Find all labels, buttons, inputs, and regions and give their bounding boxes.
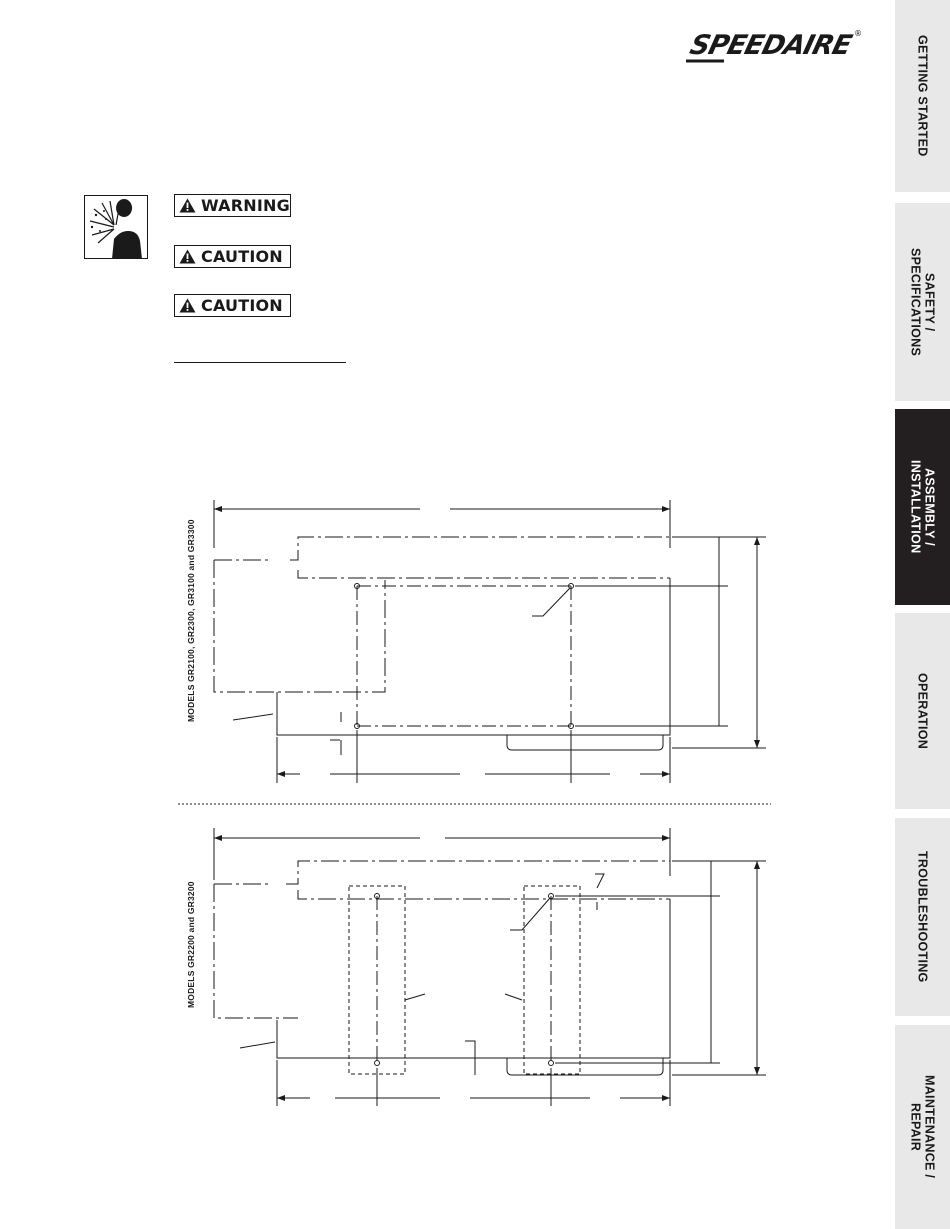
bottom-models-label: MODELS GR2200 and GR3200 [186, 881, 196, 1008]
tab-label: TROUBLESHOOTING [915, 851, 930, 983]
tab-label: ASSEMBLY / INSTALLATION [908, 460, 937, 554]
tab-getting-started[interactable] [895, 0, 950, 192]
tab-troubleshooting[interactable] [895, 818, 950, 1016]
top-footprint-diagram [214, 500, 766, 783]
tab-label: MAINTENANCE / REPAIR [908, 1075, 937, 1179]
caution-word: CAUTION [201, 296, 283, 315]
tab-safety-specifications[interactable] [895, 203, 950, 401]
warning-word: WARNING [201, 196, 290, 215]
section-tabs [895, 0, 950, 1229]
tab-label: SAFETY / SPECIFICATIONS [908, 247, 937, 357]
tab-operation[interactable] [895, 613, 950, 809]
top-models-label: MODELS GR2100, GR2300, GR3100 and GR3300 [186, 519, 196, 722]
tab-label: GETTING STARTED [915, 35, 930, 157]
bottom-footprint-diagram [214, 828, 766, 1106]
tab-maintenance-repair[interactable] [895, 1025, 950, 1229]
tab-label: OPERATION [915, 672, 930, 750]
tab-assembly-installation[interactable] [895, 409, 950, 605]
logo-wordmark: SPEEDAIRE [686, 30, 855, 61]
registered-mark: ® [854, 29, 862, 38]
caution-word: CAUTION [201, 247, 283, 266]
